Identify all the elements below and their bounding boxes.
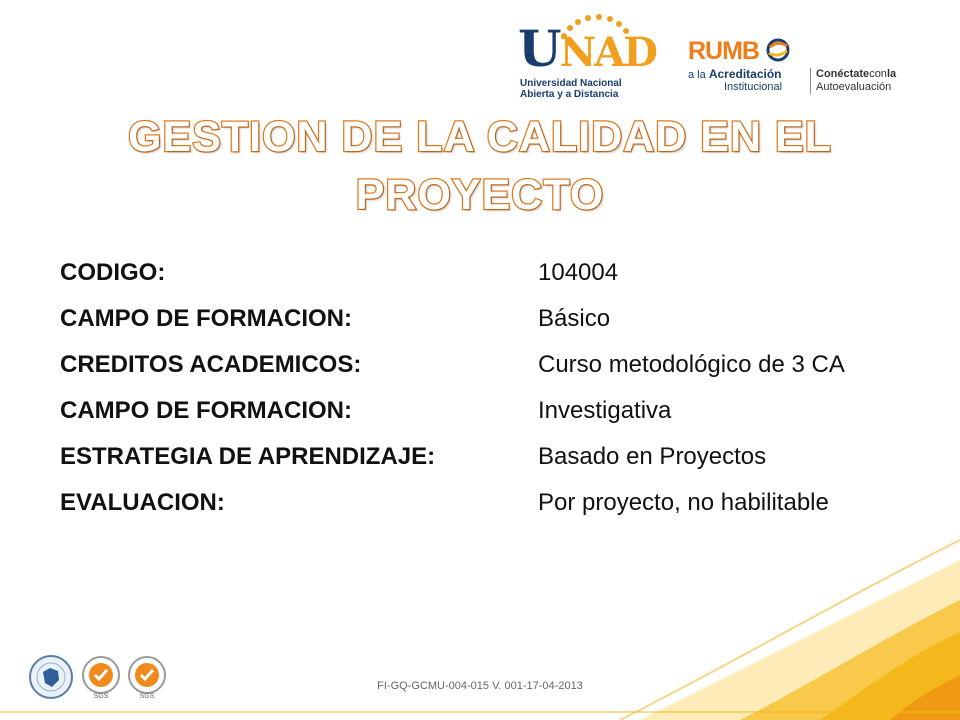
info-row <box>60 342 920 388</box>
rumbo-line1-prefix: a la <box>688 69 706 81</box>
compass-swirl-icon <box>766 38 790 62</box>
rumbo-line2: Institucional <box>724 81 783 93</box>
row-value: Por proyecto, no habilitable <box>538 489 829 516</box>
info-row <box>60 250 920 296</box>
row-value: Curso metodológico de 3 CA <box>538 351 845 378</box>
rumbo-right1-a: Conéctate <box>816 68 870 80</box>
rumbo-logo <box>688 38 928 100</box>
rumbo-divider <box>810 68 811 94</box>
title-line1: GESTION DE LA CALIDAD EN EL <box>128 113 832 161</box>
rumbo-word: RUMB <box>688 37 759 65</box>
row-value: 104004 <box>538 259 619 286</box>
sgs-label: SGS <box>93 693 109 700</box>
footer-code: FI-GQ-GCMU-004-015 V. 001-17-04-2013 <box>377 680 583 692</box>
unad-wordmark: UNAD <box>518 19 656 78</box>
title-line2: PROYECTO <box>355 171 605 219</box>
unad-line1: Universidad Nacional <box>520 78 622 89</box>
rumbo-right1-c: la <box>886 68 897 80</box>
row-label: CODIGO: <box>60 259 166 286</box>
unad-line2: Abierta y a Distancia <box>520 89 619 100</box>
row-value: Investigativa <box>538 397 672 424</box>
sgs-label: SGS <box>139 693 155 700</box>
info-row <box>60 388 920 434</box>
row-label: CAMPO DE FORMACION: <box>60 305 352 332</box>
colombia-seal-icon <box>28 654 74 700</box>
unad-subtitle <box>520 78 622 100</box>
rumbo-line1 <box>688 68 782 82</box>
info-row <box>60 296 920 342</box>
rumbo-right1-b: con <box>869 68 887 80</box>
sgs-cert-icon <box>78 654 124 700</box>
course-info-list <box>60 250 920 526</box>
row-label: EVALUACION: <box>60 489 225 516</box>
row-label: CAMPO DE FORMACION: <box>60 397 352 424</box>
row-value: Basado en Proyectos <box>538 443 767 470</box>
unad-logo <box>518 14 656 110</box>
rumbo-right2: Autoevaluación <box>816 81 892 93</box>
row-value: Básico <box>538 305 611 332</box>
rumbo-line1-bold: Acreditación <box>708 67 782 81</box>
row-label: ESTRATEGIA DE APRENDIZAJE: <box>60 443 436 470</box>
info-row <box>60 434 920 480</box>
info-row <box>60 480 920 526</box>
rumbo-right1 <box>816 68 896 81</box>
slide-title <box>60 108 900 224</box>
row-label: CREDITOS ACADEMICOS: <box>60 351 362 378</box>
sgs-cert-icon <box>124 654 170 700</box>
